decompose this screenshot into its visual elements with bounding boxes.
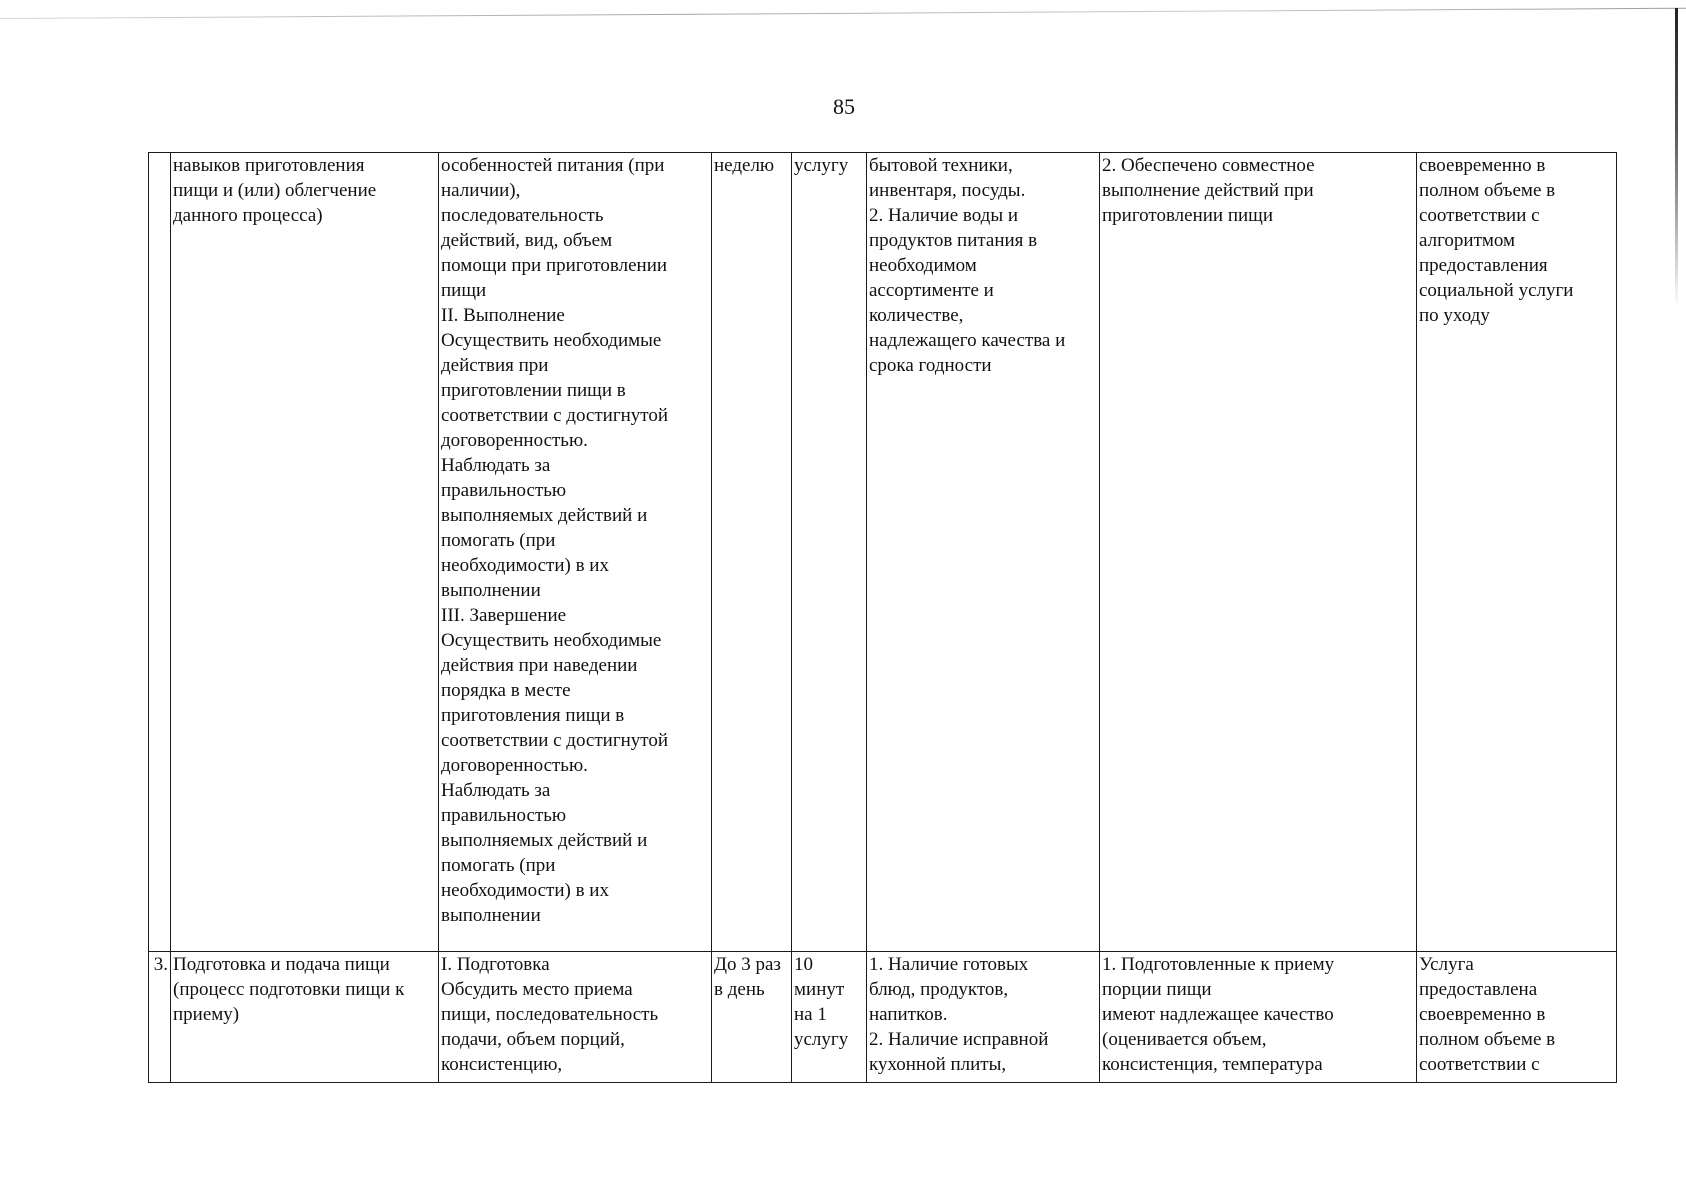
cell-text-line: пищи и (или) облегчение	[173, 180, 377, 201]
cell-text-line: помогать (при	[441, 855, 556, 876]
cell-text-line: пищи, последовательность	[441, 1004, 659, 1025]
cell-text-line: выполнении	[441, 905, 541, 926]
cell-text-line: порядка в месте	[441, 680, 571, 701]
cell-text-line: помощи при приготовлении	[441, 255, 668, 276]
cell-text-line: III. Завершение	[441, 605, 567, 626]
scan-edge-top	[0, 0, 1686, 42]
cell-text-line: количестве,	[869, 305, 964, 326]
cell-text-line: 1. Наличие готовых	[869, 954, 1029, 975]
cell-text-line: неделю	[714, 155, 775, 176]
service-description-cell	[439, 952, 712, 1083]
cell-text-line: Осуществить необходимые	[441, 330, 662, 351]
cell-text-line: приготовлении пищи в	[441, 380, 626, 401]
result-cell	[1100, 952, 1417, 1083]
cell-text-line: Подготовка и подача пищи	[173, 954, 390, 975]
cell-text-line: бытовой техники,	[869, 155, 1013, 176]
cell-text-line: соответствии с достигнутой	[441, 405, 669, 426]
cell-text-line: 2. Наличие исправной	[869, 1029, 1049, 1050]
cell-text-line: своевременно в	[1419, 155, 1546, 176]
row-number-cell	[149, 153, 171, 952]
cell-text-line: консистенция, температура	[1102, 1054, 1323, 1075]
cell-text-line: выполнение действий при	[1102, 180, 1314, 201]
cell-text-line: I. Подготовка	[441, 954, 550, 975]
cell-text-line: напитков.	[869, 1004, 948, 1025]
cell-text-line: 10	[794, 954, 813, 975]
service-name-cell	[171, 952, 439, 1083]
cell-text-line: консистенцию,	[441, 1054, 563, 1075]
cell-text-line: кухонной плиты,	[869, 1054, 1007, 1075]
cell-text-line: наличии),	[441, 180, 521, 201]
frequency-cell	[712, 952, 792, 1083]
cell-text-line: соответствии с	[1419, 1054, 1540, 1075]
cell-text-line: 2. Наличие воды и	[869, 205, 1019, 226]
cell-text-line: Осуществить необходимые	[441, 630, 662, 651]
cell-text-line: правильностью	[441, 480, 567, 501]
cell-text-line: продуктов питания в	[869, 230, 1038, 251]
cell-text-line: пищи	[441, 280, 487, 301]
cell-text-line: действия при	[441, 355, 549, 376]
cell-text-line: предоставлена	[1419, 979, 1538, 1000]
cell-text-line: надлежащего качества и	[869, 330, 1066, 351]
cell-text-line: порции пищи	[1102, 979, 1212, 1000]
cell-text-line: последовательность	[441, 205, 604, 226]
cell-text-line: приготовления пищи в	[441, 705, 625, 726]
cell-text-line: необходимости) в их	[441, 880, 609, 901]
services-table-container	[148, 152, 1617, 1083]
cell-text-line: соответствии с достигнутой	[441, 730, 669, 751]
scan-edge-right	[1675, 8, 1678, 308]
cell-text-line: срока годности	[869, 355, 992, 376]
cell-text-line: Наблюдать за	[441, 780, 551, 801]
result-cell	[1100, 153, 1417, 952]
frequency-cell	[712, 153, 792, 952]
cell-text-line: услугу	[794, 155, 849, 176]
cell-text-line: необходимости) в их	[441, 555, 609, 576]
evaluation-cell	[1417, 952, 1617, 1083]
service-name-cell	[171, 153, 439, 952]
cell-text-line: по уходу	[1419, 305, 1490, 326]
cell-text-line: (оценивается объем,	[1102, 1029, 1267, 1050]
cell-text-line: действий, вид, объем	[441, 230, 613, 251]
services-table	[148, 152, 1617, 1083]
cell-text-line: услугу	[794, 1029, 849, 1050]
cell-text-line: в день	[714, 979, 765, 1000]
cell-text-line: на 1	[794, 1004, 827, 1025]
cell-text-line: данного процесса)	[173, 205, 323, 226]
duration-cell	[792, 153, 867, 952]
cell-text-line: II. Выполнение	[441, 305, 565, 326]
cell-text-line: Наблюдать за	[441, 455, 551, 476]
cell-text-line: подачи, объем порций,	[441, 1029, 625, 1050]
row-number-cell	[149, 952, 171, 1083]
cell-text-line: предоставления	[1419, 255, 1548, 276]
cell-text-line: блюд, продуктов,	[869, 979, 1009, 1000]
cell-text-line: имеют надлежащее качество	[1102, 1004, 1334, 1025]
cell-text-line: 1. Подготовленные к приему	[1102, 954, 1335, 975]
cell-text-line: навыков приготовления	[173, 155, 365, 176]
table-row	[149, 153, 1617, 952]
conditions-cell	[867, 952, 1100, 1083]
cell-text-line: выполняемых действий и	[441, 830, 648, 851]
cell-text-line: (процесс подготовки пищи к	[173, 979, 405, 1000]
cell-text-line: выполняемых действий и	[441, 505, 648, 526]
cell-text-line: ассортименте и	[869, 280, 994, 301]
cell-text-line: выполнении	[441, 580, 541, 601]
cell-text-line: инвентаря, посуды.	[869, 180, 1026, 201]
duration-cell	[792, 952, 867, 1083]
cell-text-line: Услуга	[1419, 954, 1474, 975]
cell-text-line: договоренностью.	[441, 430, 588, 451]
cell-text-line: полном объеме в	[1419, 180, 1556, 201]
cell-text-line: алгоритмом	[1419, 230, 1516, 251]
cell-text-line: полном объеме в	[1419, 1029, 1556, 1050]
page-number: 85	[833, 94, 855, 119]
service-description-cell	[439, 153, 712, 952]
cell-text-line: приготовлении пищи	[1102, 205, 1273, 226]
cell-text-line: необходимом	[869, 255, 977, 276]
evaluation-cell	[1417, 153, 1617, 952]
cell-text-line: своевременно в	[1419, 1004, 1546, 1025]
cell-text-line: особенностей питания (при	[441, 155, 665, 176]
conditions-cell	[867, 153, 1100, 952]
cell-text-line: Обсудить место приема	[441, 979, 633, 1000]
cell-text-line: До 3 раз	[714, 954, 781, 975]
cell-text-line: правильностью	[441, 805, 567, 826]
cell-text-line: минут	[794, 979, 845, 1000]
cell-text-line: договоренностью.	[441, 755, 588, 776]
cell-text-line: действия при наведении	[441, 655, 638, 676]
row-number: 3.	[153, 954, 168, 975]
cell-text-line: соответствии с	[1419, 205, 1540, 226]
cell-text-line: социальной услуги	[1419, 280, 1574, 301]
cell-text-line: 2. Обеспечено совместное	[1102, 155, 1315, 176]
cell-text-line: приему)	[173, 1004, 240, 1025]
table-row	[149, 952, 1617, 1083]
cell-text-line: помогать (при	[441, 530, 556, 551]
